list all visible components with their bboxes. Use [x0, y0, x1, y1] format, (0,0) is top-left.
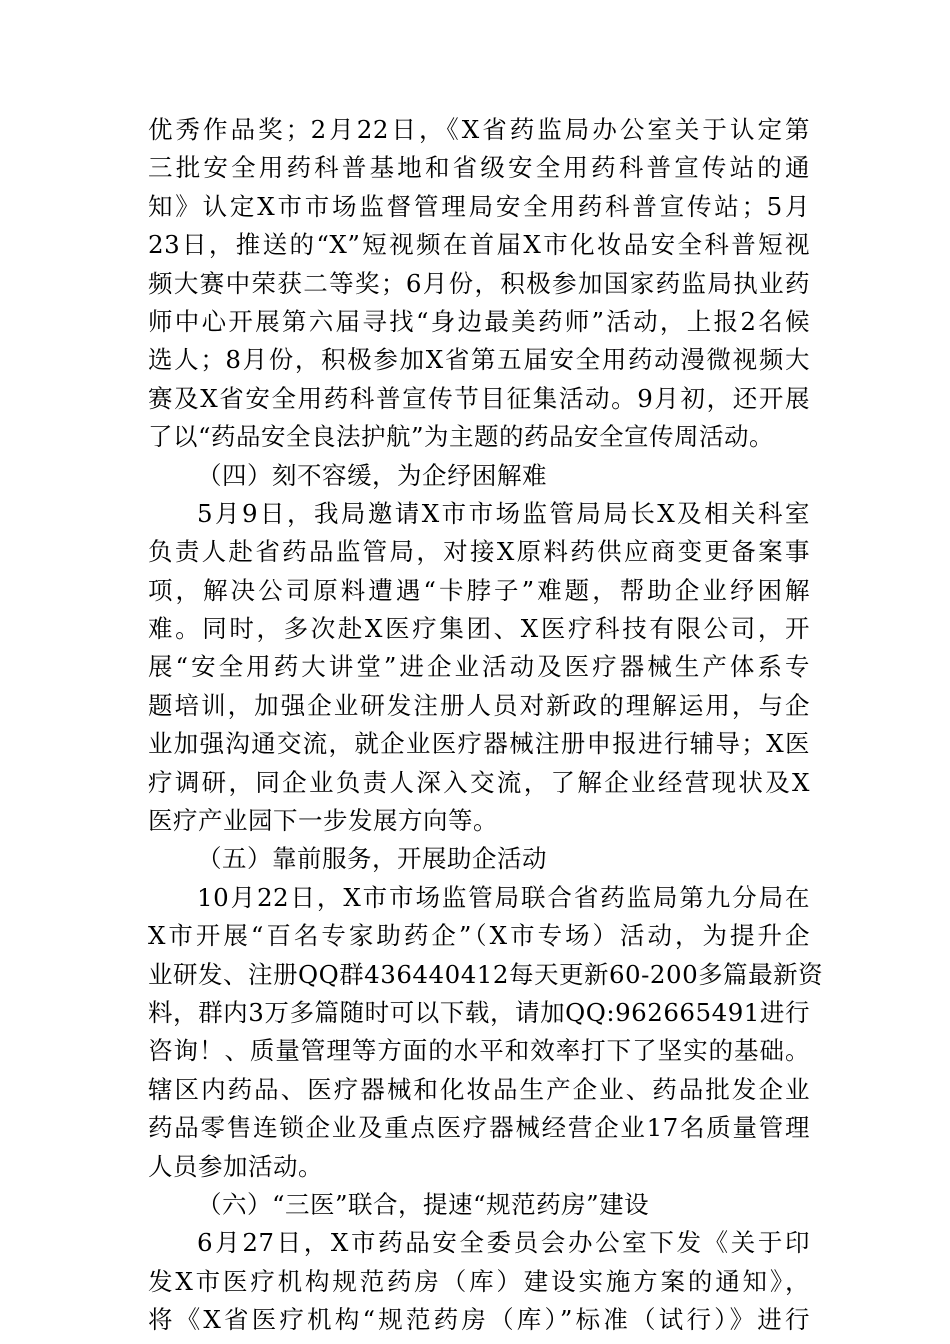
paragraph-line: 三批安全用药科普基地和省级安全用药科普宣传站的通 — [148, 153, 810, 183]
paragraph-line: 频大赛中荣获二等奖；6月份，积极参加国家药监局执业药 — [148, 268, 810, 298]
paragraph-line: 难。同时，多次赴X医疗集团、X医疗科技有限公司，开 — [148, 614, 810, 644]
paragraph-line: 项，解决公司原料遭遇“卡脖子”难题，帮助企业纾困解 — [148, 575, 810, 605]
paragraph-line: 人员参加活动。 — [148, 1151, 323, 1181]
paragraph-line: 题培训，加强企业研发注册人员对新政的理解运用，与企 — [148, 690, 810, 720]
document-body — [148, 111, 824, 1340]
paragraph-line: X市开展“百名专家助药企”（X市专场）活动，为提升企 — [148, 921, 810, 951]
paragraph-line: 赛及X省安全用药科普宣传节目征集活动。9月初，还开展 — [148, 383, 810, 413]
section-heading: （六）“三医”联合，提速“规范药房”建设 — [197, 1189, 650, 1219]
paragraph-line: 优秀作品奖；2月22日，《X省药监局办公室关于认定第 — [148, 115, 810, 144]
paragraph-line: 10月22日，X市市场监管局联合省药监局第九分局在 — [197, 882, 810, 912]
paragraph-line: 选人；8月份，积极参加X省第五届安全用药动漫微视频大 — [148, 345, 810, 375]
paragraph-line: 医疗产业园下一步发展方向等。 — [148, 806, 498, 836]
section-heading: （四）刻不容缓，为企纾困解难 — [197, 460, 547, 490]
section-heading: （五）靠前服务，开展助企活动 — [197, 844, 547, 874]
paragraph-line: 辖区内药品、医疗器械和化妆品生产企业、药品批发企业 — [148, 1074, 810, 1104]
paragraph-line: 业研发、注册QQ群436440412每天更新60-200多篇最新资 — [148, 959, 824, 989]
paragraph-line: 了以“药品安全良法护航”为主题的药品安全宣传周活动。 — [148, 422, 775, 452]
paragraph-line: 负责人赴省药品监管局，对接X原料药供应商变更备案事 — [148, 537, 810, 567]
paragraph-line: 23日，推送的“X”短视频在首届X市化妆品安全科普短视 — [148, 230, 810, 260]
paragraph-line: 6月27日，X市药品安全委员会办公室下发《关于印 — [197, 1228, 810, 1258]
paragraph-line: 业加强沟通交流，就企业医疗器械注册申报进行辅导；X医 — [148, 729, 810, 759]
paragraph-line: 疗调研，同企业负责人深入交流，了解企业经营现状及X — [148, 767, 810, 797]
paragraph-line: 药品零售连锁企业及重点医疗器械经营企业17名质量管理 — [148, 1113, 810, 1143]
paragraph-line: 5月9日，我局邀请X市市场监管局局长X及相关科室 — [197, 498, 810, 528]
paragraph-line: 咨询！、质量管理等方面的水平和效率打下了坚实的基础。 — [148, 1036, 810, 1066]
paragraph-line: 展“安全用药大讲堂”进企业活动及医疗器械生产体系专 — [148, 652, 810, 682]
paragraph-line: 将《X省医疗机构“规范药房（库）”标准（试行）》进行 — [148, 1305, 810, 1335]
paragraph-line: 发X市医疗机构规范药房（库）建设实施方案的通知》， — [148, 1266, 810, 1296]
paragraph-line: 知》认定X市市场监督管理局安全用药科普宣传站；5月 — [148, 191, 810, 221]
paragraph-line: 师中心开展第六届寻找“身边最美药师”活动，上报2名候 — [148, 306, 810, 336]
paragraph-line: 料，群内3万多篇随时可以下载，请加QQ:962665491进行 — [148, 997, 810, 1027]
